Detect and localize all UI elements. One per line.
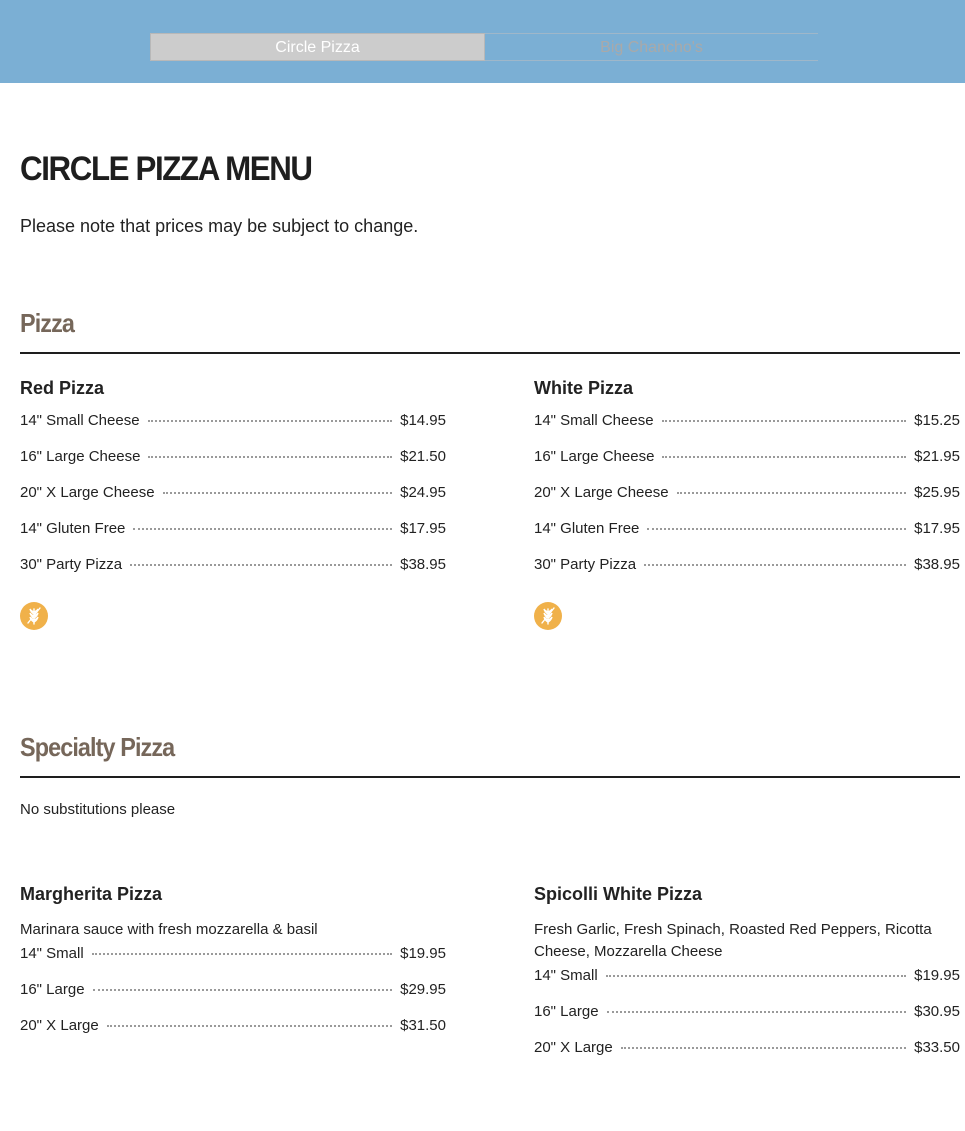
price: $21.50 <box>400 448 446 465</box>
wheat-icon <box>25 606 43 626</box>
item-description: Marinara sauce with fresh mozzarella & basil <box>20 921 318 938</box>
price-row <box>20 484 446 520</box>
price-row <box>20 1017 446 1053</box>
size-label: 14" Small <box>534 967 598 984</box>
item-description: Fresh Garlic, Fresh Spinach, Roasted Red Peppers, Ricotta Cheese, Mozzarella Cheese <box>534 921 932 960</box>
item-title: Red Pizza <box>20 378 105 398</box>
price-row <box>534 448 960 484</box>
top-bar <box>0 0 965 83</box>
dot-leader <box>644 564 906 566</box>
price: $31.50 <box>400 1017 446 1034</box>
price-row <box>534 520 960 556</box>
section-title-specialty-pizza: Specialty Pizza <box>20 732 175 762</box>
price: $33.50 <box>914 1039 960 1056</box>
price-row <box>534 1039 960 1075</box>
dot-leader <box>148 420 393 422</box>
price-row <box>20 520 446 556</box>
price: $17.95 <box>400 520 446 537</box>
price-row <box>20 448 446 484</box>
dot-leader <box>92 953 392 955</box>
size-label: 16" Large <box>20 981 85 998</box>
gluten-free-icon[interactable] <box>20 602 48 630</box>
dot-leader <box>621 1047 906 1049</box>
size-label: 30" Party Pizza <box>20 556 123 573</box>
size-label: 30" Party Pizza <box>534 556 637 573</box>
size-label: 20" X Large <box>20 1017 99 1034</box>
dot-leader <box>130 564 392 566</box>
gluten-free-icon[interactable] <box>534 602 562 630</box>
size-label: 20" X Large Cheese <box>20 484 155 501</box>
price: $29.95 <box>400 981 446 998</box>
dot-leader <box>107 1025 392 1027</box>
dot-leader <box>662 456 906 458</box>
size-label: 14" Gluten Free <box>534 520 640 537</box>
price: $19.95 <box>400 945 446 962</box>
item-title: Spicolli White Pizza <box>534 884 703 904</box>
price: $25.95 <box>914 484 960 501</box>
menu-item-red-pizza <box>20 377 446 630</box>
price-row <box>534 967 960 1003</box>
section-title-pizza: Pizza <box>20 308 75 338</box>
item-title: White Pizza <box>534 378 634 398</box>
dot-leader <box>148 456 392 458</box>
size-label: 14" Small Cheese <box>20 412 140 429</box>
dot-leader <box>677 492 907 494</box>
dot-leader <box>163 492 393 494</box>
dot-leader <box>607 1011 907 1013</box>
price-row <box>534 484 960 520</box>
price: $21.95 <box>914 448 960 465</box>
restaurant-tabs <box>150 33 818 61</box>
price-row <box>534 1003 960 1039</box>
wheat-icon <box>539 606 557 626</box>
price: $30.95 <box>914 1003 960 1020</box>
price: $14.95 <box>400 412 446 429</box>
size-label: 14" Small Cheese <box>534 412 654 429</box>
dot-leader <box>606 975 906 977</box>
price-row <box>534 412 960 448</box>
size-label: 16" Large Cheese <box>20 448 141 465</box>
size-label: 20" X Large Cheese <box>534 484 669 501</box>
tab-circle-pizza[interactable]: Circle Pizza <box>150 33 485 61</box>
menu-item-white-pizza <box>534 377 960 630</box>
size-label: 14" Small <box>20 945 84 962</box>
section-subtitle: No substitutions please <box>20 801 176 818</box>
dot-leader <box>662 420 907 422</box>
menu-item-margherita-pizza <box>20 883 446 1053</box>
price: $19.95 <box>914 967 960 984</box>
item-title: Margherita Pizza <box>20 884 163 904</box>
page-title: CIRCLE PIZZA MENU <box>20 150 312 188</box>
price: $24.95 <box>400 484 446 501</box>
section-divider <box>20 352 960 354</box>
size-label: 16" Large <box>534 1003 599 1020</box>
size-label: 20" X Large <box>534 1039 613 1056</box>
size-label: 14" Gluten Free <box>20 520 126 537</box>
dot-leader <box>93 989 393 991</box>
dot-leader <box>133 528 392 530</box>
price-row <box>534 556 960 592</box>
price: $38.95 <box>914 556 960 573</box>
price: $17.95 <box>914 520 960 537</box>
menu-item-spicolli-white-pizza <box>534 883 960 1075</box>
price-row <box>20 981 446 1017</box>
tab-big-chanchos[interactable]: Big Chancho's <box>485 33 818 61</box>
price-note: Please note that prices may be subject to change. <box>20 216 419 236</box>
price-row <box>20 412 446 448</box>
price: $15.25 <box>914 412 960 429</box>
price-row <box>20 556 446 592</box>
size-label: 16" Large Cheese <box>534 448 655 465</box>
dot-leader <box>647 528 906 530</box>
section-divider <box>20 776 960 778</box>
price-row <box>20 945 446 981</box>
price: $38.95 <box>400 556 446 573</box>
